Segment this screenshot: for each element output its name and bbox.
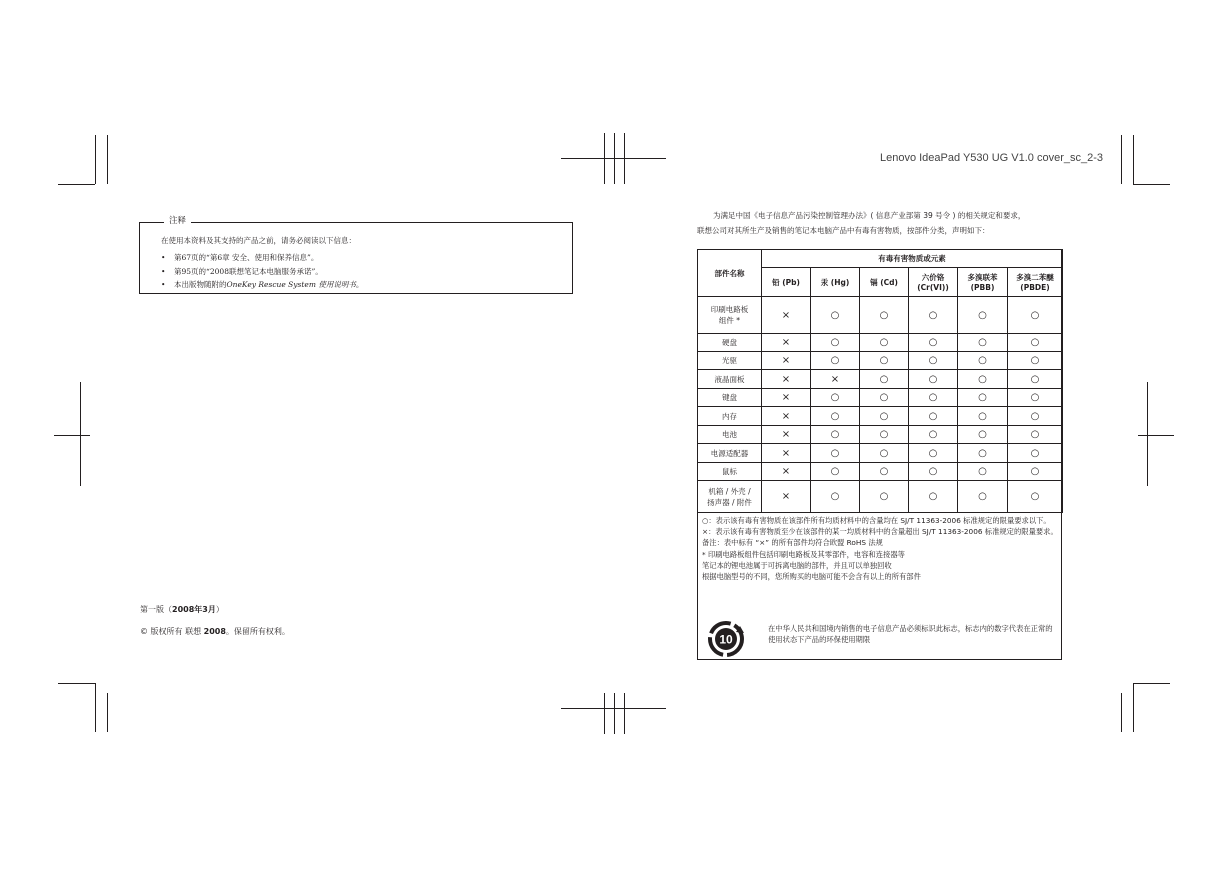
substance-mark-cell: × [762, 463, 811, 481]
declaration-intro: 为满足中国《电子信息产品污染控制管理办法》( 信息产业部第 39 号令 ) 的相关规定和要求， 联想公司对其所生产及销售的笔记本电脑产品中有毒有害物质，按部件分类，声明如下： [697, 211, 1026, 235]
substance-mark-cell: ○ [860, 463, 909, 481]
substance-mark-cell: ○ [860, 481, 909, 513]
substance-mark-cell: ○ [958, 370, 1008, 389]
substance-mark-cell: ○ [860, 426, 909, 444]
substance-header: 多溴联苯 (PBB) [958, 268, 1008, 297]
legend-line: 根据电脑型号的不同，您所购买的电脑可能不会含有以上的所有部件 [702, 572, 921, 582]
substance-mark-cell: ○ [1008, 444, 1063, 463]
substance-mark-cell: ○ [958, 334, 1008, 352]
substance-mark-cell: ○ [958, 389, 1008, 407]
part-name-header: 部件名称 [698, 250, 762, 297]
environmental-protection-use-period-icon [707, 620, 745, 658]
substance-mark-cell: ○ [1008, 463, 1063, 481]
substance-mark-cell: ○ [860, 334, 909, 352]
legend-line: * 印刷电路板组件包括印刷电路板及其零部件，电容和连接器等 [702, 549, 905, 559]
substance-mark-cell: ○ [860, 370, 909, 389]
substance-mark-cell: ○ [909, 389, 958, 407]
substance-mark-cell: ○ [958, 426, 1008, 444]
substance-header: 多溴二苯醚 (PBDE) [1008, 268, 1063, 297]
substance-mark-cell: ○ [1008, 481, 1063, 513]
table-row [698, 407, 1063, 426]
substance-mark-cell: ○ [811, 426, 860, 444]
part-name-cell: 键盘 [698, 389, 762, 407]
substance-mark-cell: ○ [909, 407, 958, 426]
substance-mark-cell: ○ [811, 407, 860, 426]
bullet-icon: • [161, 280, 166, 289]
copyright-line: © 版权所有 联想 2008。保留所有权利。 [140, 627, 290, 636]
substance-mark-cell: ○ [909, 463, 958, 481]
substance-mark-cell: × [762, 370, 811, 389]
part-name-cell: 内存 [698, 407, 762, 426]
substance-mark-cell: ○ [958, 481, 1008, 513]
substance-mark-cell: ○ [909, 297, 958, 334]
substance-header: 镉 (Cd) [860, 268, 909, 297]
bullet-icon: • [161, 266, 166, 276]
substance-mark-cell: ○ [1008, 334, 1063, 352]
substance-group-header: 有毒有害物质或元素 [762, 250, 1063, 268]
eco-logo-number: 10 [719, 632, 733, 647]
substance-mark-cell: ○ [1008, 352, 1063, 370]
substance-mark-cell: ○ [860, 389, 909, 407]
legend-line: 备注：表中标有 “×” 的所有部件均符合欧盟 RoHS 法规 [702, 538, 883, 548]
substance-mark-cell: ○ [811, 352, 860, 370]
substance-mark-cell: ○ [1008, 370, 1063, 389]
substance-mark-cell: ○ [909, 426, 958, 444]
substance-mark-cell: ○ [909, 352, 958, 370]
part-name-cell: 液晶面板 [698, 370, 762, 389]
table-row [698, 334, 1063, 352]
substance-mark-cell: × [762, 426, 811, 444]
substance-mark-cell: ○ [958, 352, 1008, 370]
substance-mark-cell: ○ [811, 297, 860, 334]
legend [702, 515, 1058, 582]
notes-title: 注释 [164, 215, 191, 228]
table-row [698, 370, 1063, 389]
substance-header: 汞 (Hg) [811, 268, 860, 297]
table-row [698, 481, 1063, 513]
hazardous-substance-table [697, 249, 1063, 513]
substance-mark-cell: × [762, 444, 811, 463]
substance-mark-cell: ○ [811, 463, 860, 481]
substance-mark-cell: ○ [958, 297, 1008, 334]
legend-line: ×：表示该有毒有害物质至少在该部件的某一均质材料中的含量超出 SJ/T 11363-2006 标准规定的限量要求。 [702, 527, 1058, 537]
table-row [698, 352, 1063, 370]
substance-header: 六价铬 (Cr(VI)) [909, 268, 958, 297]
substance-header: 铅 (Pb) [762, 268, 811, 297]
substance-mark-cell: × [762, 334, 811, 352]
substance-mark-cell: × [811, 370, 860, 389]
substance-mark-cell: ○ [1008, 426, 1063, 444]
table-row [698, 463, 1063, 481]
substance-mark-cell: × [762, 481, 811, 513]
notes-list [161, 251, 363, 292]
notes-intro: 在使用本资料及其支持的产品之前，请务必阅读以下信息： [161, 236, 356, 245]
part-name-cell: 电源适配器 [698, 444, 762, 463]
substance-mark-cell: ○ [811, 334, 860, 352]
substance-mark-cell: ○ [860, 444, 909, 463]
part-name-cell: 光驱 [698, 352, 762, 370]
substance-mark-cell: ○ [958, 444, 1008, 463]
substance-mark-cell: × [762, 352, 811, 370]
substance-mark-cell: ○ [811, 389, 860, 407]
legend-line: ○：表示该有毒有害物质在该部件所有均质材料中的含量均在 SJ/T 11363-2006 标准规定的限量要求以下。 [702, 516, 1051, 525]
substance-mark-cell: ○ [860, 297, 909, 334]
substance-mark-cell: ○ [1008, 389, 1063, 407]
substance-mark-cell: ○ [1008, 297, 1063, 334]
part-name-cell: 硬盘 [698, 334, 762, 352]
part-name-cell: 鼠标 [698, 463, 762, 481]
part-name-cell: 电池 [698, 426, 762, 444]
substance-mark-cell: ○ [1008, 407, 1063, 426]
environmental-label-text: 在中华人民共和国境内销售的电子信息产品必须标识此标志，标志内的数字代表在正常的使用状态下产品的环保使用期限 [768, 624, 1053, 644]
notes-item: • 第67页的“第6章 安全、使用和保养信息”。 [161, 251, 363, 265]
substance-mark-cell: × [762, 297, 811, 334]
substance-mark-cell: × [762, 407, 811, 426]
substance-mark-cell: ○ [909, 370, 958, 389]
document-header-title: Lenovo IdeaPad Y530 UG V1.0 cover_sc_2-3 [879, 152, 1103, 164]
notes-item: • 第95页的“2008联想笔记本电脑服务承诺”。 [161, 265, 363, 279]
substance-mark-cell: ○ [909, 444, 958, 463]
table-row [698, 426, 1063, 444]
substance-mark-cell: ○ [811, 444, 860, 463]
notes-item: • 本出版物随附的OneKey Rescue System 使用说明书。 [161, 278, 363, 292]
substance-mark-cell: ○ [958, 407, 1008, 426]
table-row [698, 297, 1063, 334]
substance-mark-cell: ○ [958, 463, 1008, 481]
substance-mark-cell: × [762, 389, 811, 407]
edition-line: 第一版（2008年3月） [140, 605, 224, 614]
substance-mark-cell: ○ [860, 407, 909, 426]
substance-mark-cell: ○ [909, 334, 958, 352]
substance-mark-cell: ○ [811, 481, 860, 513]
table-row [698, 389, 1063, 407]
table-row [698, 444, 1063, 463]
part-name-cell: 印刷电路板 组件 * [698, 297, 762, 334]
substance-mark-cell: ○ [909, 481, 958, 513]
legend-line: 笔记本的锂电池属于可拆离电脑的部件，并且可以单独回收 [702, 560, 892, 570]
substance-mark-cell: ○ [860, 352, 909, 370]
bullet-icon: • [161, 253, 166, 262]
part-name-cell: 机箱 / 外壳 / 扬声器 / 附件 [698, 481, 762, 513]
